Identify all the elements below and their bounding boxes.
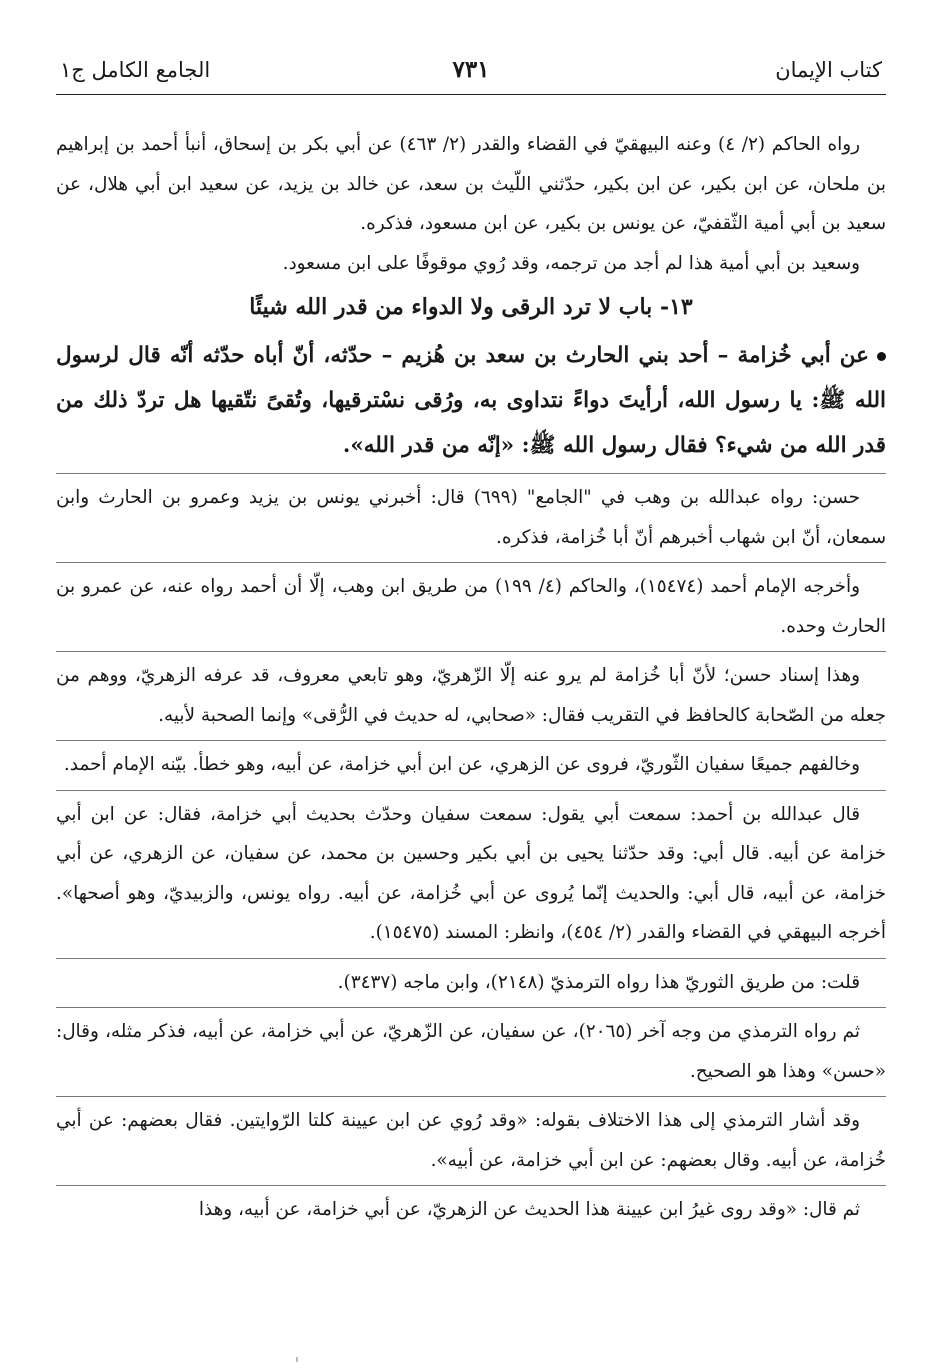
paragraph-divider — [56, 740, 886, 741]
hadith-text — [56, 333, 886, 468]
book-title: الجامع الكامل ج١ — [60, 58, 211, 82]
paragraph-divider — [56, 651, 886, 652]
dissent-paragraph: وخالفهم جميعًا سفيان الثّوريّ، فروى عن الزهري، عن ابن أبي خزامة، عن أبيه، وهو خطأ. بيّنه الإمام أحمد. — [63, 754, 860, 775]
section-divider — [56, 473, 886, 474]
scan-mark — [296, 1357, 298, 1362]
paragraph-divider — [56, 1007, 886, 1008]
book-page — [56, 50, 886, 1230]
continuation-paragraph: ثم قال: «وقد روى غيرُ ابن عيينة هذا الحديث عن الزهريّ، عن أبي خزامة، عن أبيه، وهذا — [198, 1199, 860, 1220]
grading-paragraph: حسن: رواه عبدالله بن وهب في "الجامع" (٦٩٩) قال: أخبرني يونس بن يزيد وعمرو بن الحارث وابن سمعان، أنّ ابن شهاب أخبرهم أنّ أبا خُزامة، فذكره. — [56, 487, 886, 548]
quote-paragraph: قال عبدالله بن أحمد: سمعت أبي يقول: سمعت سفيان وحدّث بحديث أبي خزامة، فقال: عن ابن أبي خزامة عن أبيه. قال أبي: وقد حدّثنا يحيى بن أبي بكير وحسين بن محمد، عن سفيان، عن الزهري، عن أبي خزامة، عن أبيه، قال أبي: والحديث إنّما يُروى عن أبي خُزامة، عن أبيه. رواه يونس، والزبيديّ، وهو أصحها». أخرجه البيهقي في القضاء والقدر (٢/ ٤٥٤)، وانظر: المسند (١٥٤٧٥). — [56, 803, 886, 943]
note-paragraph: قلت: من طريق الثوريّ هذا رواه الترمذيّ (٢١٤٨)، وابن ماجه (٣٤٣٧). — [337, 971, 860, 993]
paragraph-divider — [56, 790, 886, 791]
difference-paragraph: وقد أشار الترمذي إلى هذا الاختلاف بقوله: «وقد رُوي عن ابن عيينة كلتا الرّوايتين. فقال بعضهم: عن أبي خُزامة، عن أبيه. وقال بعضهم: عن ابن أبي خزامة، عن أبيه». — [56, 1110, 886, 1171]
tirmidhi-paragraph: ثم رواه الترمذي من وجه آخر (٢٠٦٥)، عن سفيان، عن الزّهريّ، عن أبي خزامة، عن أبيه، فذكر مثله، وقال: «حسن» وهذا هو الصحيح. — [56, 1021, 886, 1082]
takhrij-paragraph: وأخرجه الإمام أحمد (١٥٤٧٤)، والحاكم (٤/ ١٩٩) من طريق ابن وهب، إلّا أن أحمد رواه عنه، عن عمرو بن الحارث وحده. — [56, 576, 886, 637]
paragraph-divider — [56, 1185, 886, 1186]
source-paragraph: رواه الحاكم (٢/ ٤) وعنه البيهقيّ في القضاء والقدر (٢/ ٤٦٣) عن أبي بكر بن إسحاق، أنبأ أحمد بن إبراهيم بن ملحان، عن ابن بكير، عن ابن بكير، حدّثني اللّيث بن سعد، عن خالد بن يزيد، عن سعيد ابن أبي هلال، عن سعيد بن أبي أمية الثّقفيّ، عن يونس بن بكير، عن ابن مسعود، فذكره. — [56, 134, 886, 234]
bullet-icon — [877, 352, 886, 361]
page-header — [56, 50, 886, 95]
page-number: ٧٣١ — [452, 56, 490, 83]
page-content — [56, 95, 886, 1230]
isnad-paragraph: وهذا إسناد حسن؛ لأنّ أبا خُزامة لم يرو عنه إلّا الزّهريّ، وهو تابعي معروف، قد عرفه الزهريّ، ووهم من جعله من الصّحابة كالحافظ في التقريب فقال: «صحابي، له حديث في الرُّقى» وإنما الصحبة لأبيه. — [56, 665, 886, 726]
paragraph-divider — [56, 958, 886, 959]
hadith-body: عن أبي خُزامة – أحد بني الحارث بن سعد بن هُزيم – حدّثه، أنّ أباه حدّثه أنّه قال لرسول الله ﷺ: يا رسول الله، أرأيتَ دواءً نتداوى به، ورُقى نسْترقيها، وتُقىً نتّقيها هل تردّ ذلك من قدر الله من شيء؟ فقال رسول الله ﷺ: «إنّه من قدر الله». — [56, 343, 886, 458]
commentary-paragraph: وسعيد بن أبي أمية هذا لم أجد من ترجمه، وقد رُوي موقوفًا على ابن مسعود. — [282, 252, 860, 274]
paragraph-divider — [56, 562, 886, 563]
book-section-title: كتاب الإيمان — [775, 58, 882, 82]
paragraph-divider — [56, 1096, 886, 1097]
chapter-title: ١٣- باب لا ترد الرقى ولا الدواء من قدر الله شيئًا — [249, 294, 693, 320]
